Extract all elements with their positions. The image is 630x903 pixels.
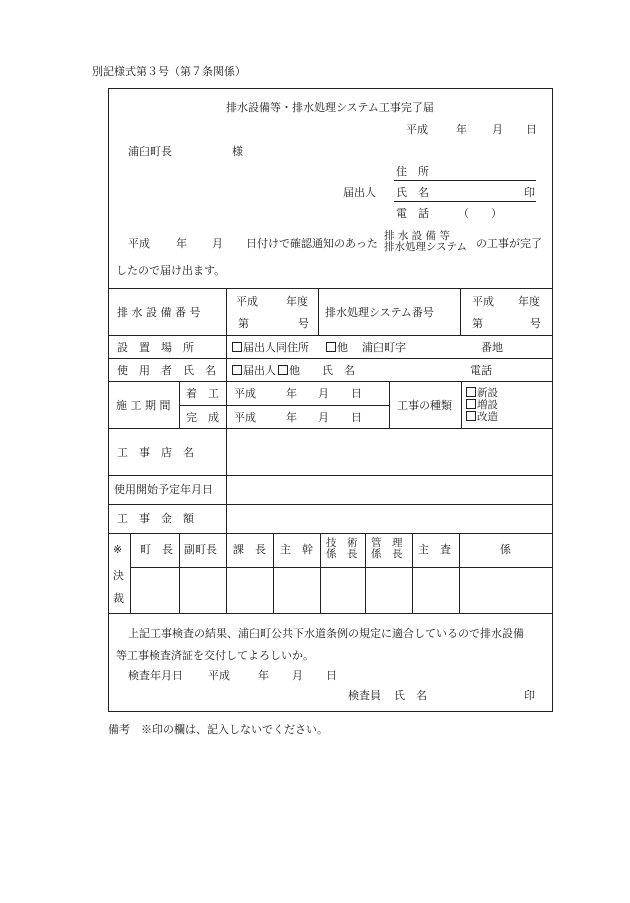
kind-opt3[interactable] <box>466 411 498 423</box>
address-underline <box>394 180 536 181</box>
inspector-name-label: 氏 名 <box>394 689 427 702</box>
kind-opt2[interactable] <box>466 399 498 411</box>
drain-no-label: 排 水 設 備 番 号 <box>117 306 201 319</box>
notice-year: 年 <box>176 237 187 250</box>
kind-opt3-label: 改造 <box>477 411 498 423</box>
address-label: 住 所 <box>396 165 429 178</box>
user-name-label: 氏 名 <box>322 364 355 377</box>
form-title: 排水設備等・排水処理システム工事完了届 <box>226 101 434 114</box>
start-label: 着 工 <box>186 387 219 400</box>
notice-era: 平成 <box>128 237 150 250</box>
col-shusa: 主 査 <box>418 543 451 556</box>
amount-label: 工 事 金 額 <box>117 512 194 525</box>
col-mayor: 町 長 <box>140 543 173 556</box>
user-opt1[interactable] <box>232 365 276 376</box>
notice-text2: の工事が完了 <box>476 237 542 250</box>
date-era: 平成 <box>406 123 428 136</box>
kind-label: 工事の種類 <box>397 399 452 412</box>
col-deputy-mayor: 副町長 <box>184 543 217 556</box>
rule-v-ap4 <box>273 533 274 613</box>
notice-stack-top: 排 水 設 備 等 <box>384 230 450 242</box>
form-number: 別記様式第３号（第７条関係） <box>92 65 246 78</box>
col-kakari: 係 <box>500 543 511 556</box>
rule-v-ap6 <box>365 533 366 613</box>
location-town: 浦臼町字 <box>362 341 406 354</box>
inspection-line1: 上記工事検査の結果、浦臼町公共下水道条例の規定に適合しているので排水設備 <box>128 627 524 640</box>
approval-side2: 裁 <box>113 592 124 605</box>
kind-opt3-checkbox[interactable] <box>466 411 476 421</box>
rule-v-r4a <box>179 381 180 428</box>
location-opt1-checkbox[interactable] <box>232 342 242 352</box>
location-opt1-label: 届出人同住所 <box>243 341 309 354</box>
phone-parens: （ ） <box>458 207 502 220</box>
inspector-seal: 印 <box>524 689 535 702</box>
rule-v-ap2 <box>179 533 180 613</box>
rule-v-ap1 <box>130 533 131 613</box>
date-year: 年 <box>456 123 467 136</box>
sys-no-year: 年度 <box>518 295 540 308</box>
user-opt1-checkbox[interactable] <box>232 365 242 375</box>
sys-no-era: 平成 <box>472 295 494 308</box>
rule-v-ap7 <box>412 533 413 613</box>
contractor-label: 工 事 店 名 <box>117 446 194 459</box>
col-gijutsu <box>326 538 358 560</box>
sys-no-dai: 第 <box>472 317 483 330</box>
approval-side1: 決 <box>113 569 124 582</box>
kind-opt2-checkbox[interactable] <box>466 399 476 409</box>
inspection-day: 日 <box>326 669 337 682</box>
notice-text1: 日付けで確認通知のあった <box>246 237 378 250</box>
rule-h4b <box>179 405 389 406</box>
rule-h3 <box>108 358 553 359</box>
notice-stack-bottom: 排水処理システム <box>384 241 467 254</box>
col-kanri-top: 管 理 <box>371 537 403 549</box>
drain-no-year: 年度 <box>286 295 308 308</box>
rule-h4 <box>108 381 553 382</box>
drain-no-go: 号 <box>298 317 309 330</box>
inspection-month: 月 <box>292 669 303 682</box>
rule-h6 <box>108 475 553 476</box>
period-label: 施 工 期 間 <box>116 399 171 412</box>
rule-h5 <box>108 428 553 429</box>
end-era: 平成 <box>234 411 256 424</box>
rule-h7 <box>108 504 553 505</box>
end-year: 年 <box>286 411 297 424</box>
start-year: 年 <box>286 387 297 400</box>
end-month: 月 <box>318 411 329 424</box>
notice-month: 月 <box>212 237 223 250</box>
notice-stack <box>384 231 467 253</box>
location-opt2[interactable] <box>326 342 348 353</box>
rule-h8 <box>108 533 553 534</box>
rule-v-ap5 <box>320 533 321 613</box>
approval-mark: ※ <box>113 543 123 556</box>
rule-v-label <box>226 288 227 533</box>
inspection-date-label: 検査年月日 <box>128 669 183 682</box>
user-opt2-checkbox[interactable] <box>278 365 288 375</box>
rule-h2 <box>108 335 553 336</box>
start-use-label: 使用開始予定年月日 <box>114 483 213 496</box>
start-month: 月 <box>318 387 329 400</box>
inspection-year: 年 <box>258 669 269 682</box>
addressee-name: 浦臼町長 <box>128 145 172 158</box>
notice-text3: したので届け出ます。 <box>116 264 226 277</box>
user-label: 使 用 者 氏 名 <box>117 364 216 377</box>
sys-no-go: 号 <box>530 317 541 330</box>
rule-v-r1b <box>460 288 461 335</box>
rule-v-r4b <box>389 381 390 428</box>
location-opt2-label: 他 <box>337 341 348 354</box>
user-phone-label: 電話 <box>470 364 492 377</box>
rule-h9 <box>130 567 553 568</box>
drain-no-dai: 第 <box>238 317 249 330</box>
rule-v-ap3 <box>226 533 227 613</box>
inspection-line2: 等工事検査済証を交付してよろしいか。 <box>116 649 314 662</box>
phone-label: 電 話 <box>396 207 429 220</box>
inspector-label: 検査員 <box>348 689 381 702</box>
applicant-name-label: 氏 名 <box>396 186 429 199</box>
col-kanri <box>371 538 403 560</box>
start-era: 平成 <box>234 387 256 400</box>
user-opt1-label: 届出人 <box>243 364 276 377</box>
sys-no-label: 排水処理システム番号 <box>325 306 434 319</box>
user-opt2-label: 他 <box>289 364 300 377</box>
rule-h1 <box>108 288 553 289</box>
name-underline <box>394 201 536 202</box>
kind-opt1-checkbox[interactable] <box>466 387 476 397</box>
user-opt2[interactable] <box>278 365 300 376</box>
kind-opt1-label: 新設 <box>477 387 498 399</box>
col-chief-officer: 主 幹 <box>280 543 313 556</box>
applicant-label: 届出人 <box>343 186 376 199</box>
drain-no-era: 平成 <box>236 295 258 308</box>
rule-h10 <box>108 613 553 614</box>
col-kanri-bottom: 係 長 <box>371 548 403 561</box>
location-opt2-checkbox[interactable] <box>326 342 336 352</box>
footer-note: 備考 ※印の欄は、記入しないでください。 <box>108 723 328 736</box>
rule-v-ap8 <box>459 533 460 613</box>
col-section-chief: 課 長 <box>233 543 266 556</box>
kind-opt2-label: 増設 <box>477 399 498 411</box>
rule-v-r4c <box>461 381 462 428</box>
date-day: 日 <box>526 123 537 136</box>
end-day: 日 <box>351 411 362 424</box>
location-label: 設 置 場 所 <box>117 341 194 354</box>
date-month: 月 <box>492 123 503 136</box>
end-label: 完 成 <box>186 411 219 424</box>
start-day: 日 <box>351 387 362 400</box>
location-banchi: 番地 <box>481 341 503 354</box>
addressee-honorific: 様 <box>232 145 243 158</box>
col-gijutsu-top: 技 術 <box>326 537 358 549</box>
inspection-era: 平成 <box>208 669 230 682</box>
applicant-seal: 印 <box>524 186 535 199</box>
col-gijutsu-bottom: 係 長 <box>326 548 358 561</box>
location-opt1[interactable] <box>232 342 309 353</box>
rule-v-r1a <box>318 288 319 335</box>
kind-opt1[interactable] <box>466 387 498 399</box>
